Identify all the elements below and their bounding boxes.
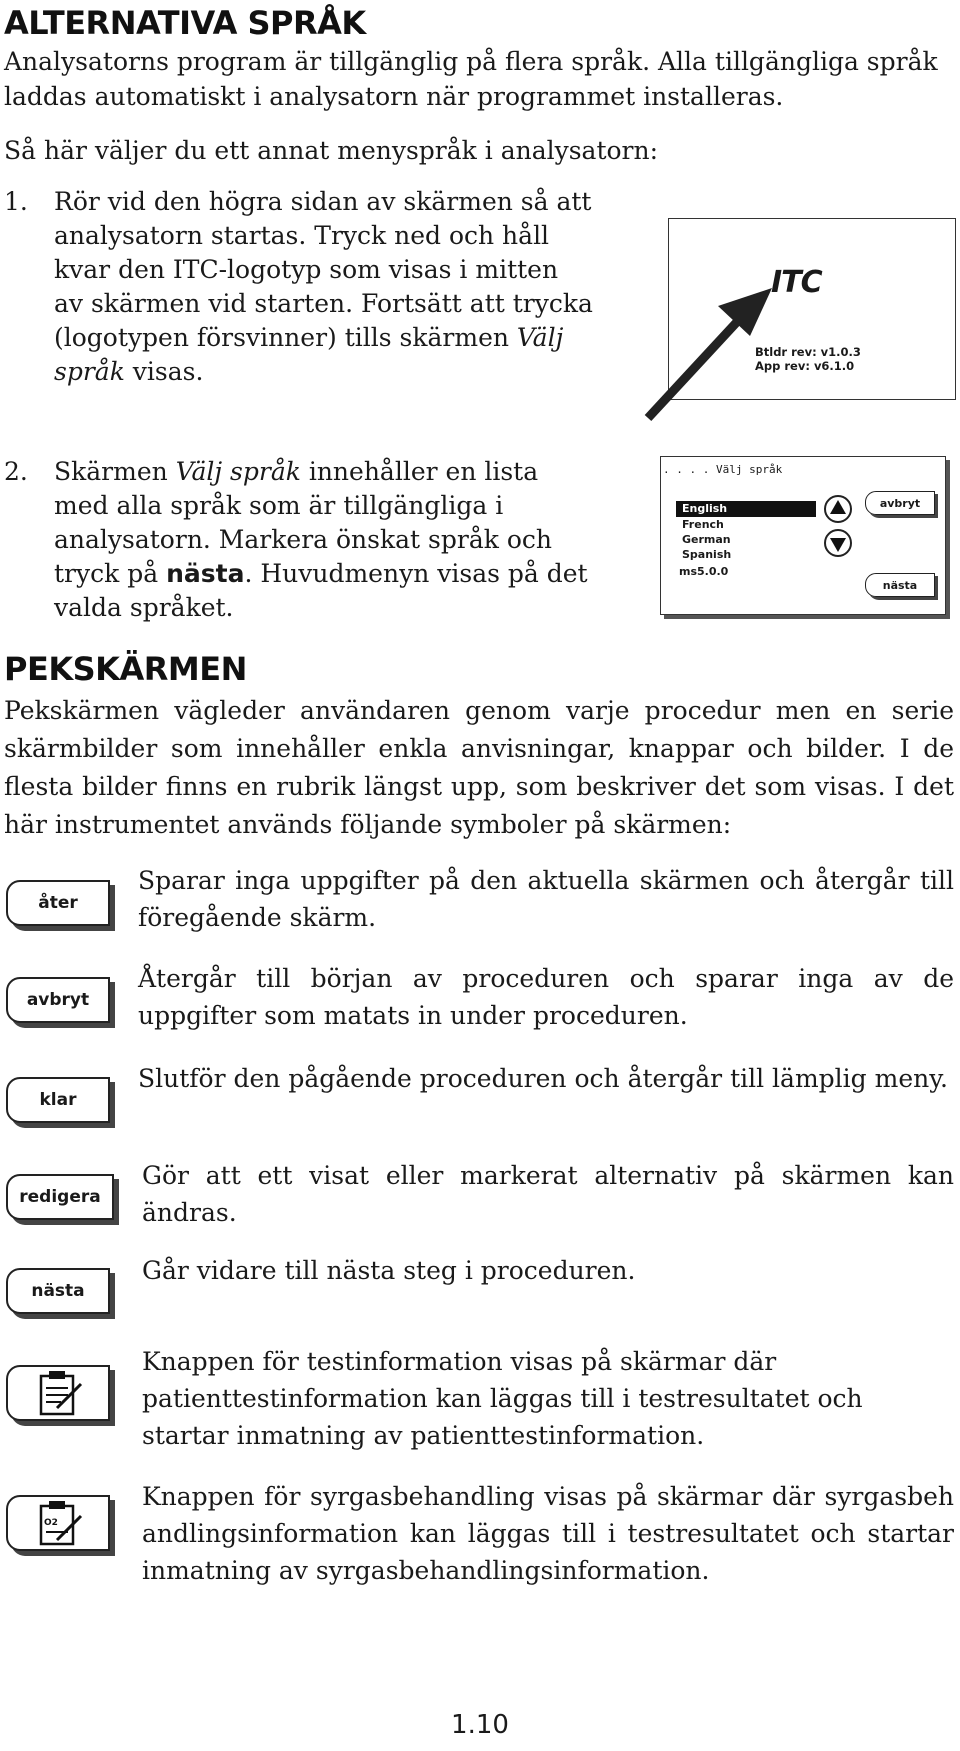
clipboard-o2-icon (31, 1498, 85, 1548)
language-list[interactable] (676, 501, 816, 561)
back-symbol-desc: Sparar inga uppgifter på den aktuella skärmen och återgår till föregående skärm. (138, 866, 954, 932)
scroll-up-icon[interactable] (825, 496, 851, 522)
cancel-symbol-desc: Återgår till början av proceduren och sparar inga av de uppgifter som matats in under proceduren. (138, 964, 954, 1030)
o2-label: O2 (44, 1518, 58, 1528)
language-screen-version: ms5.0.0 (679, 565, 729, 578)
language-item-german[interactable]: German (682, 533, 731, 546)
step-2-text-c: . Huvudmenyn visas på det valda språket. (54, 559, 588, 622)
language-item-english[interactable]: English (676, 501, 816, 517)
step-2 (4, 455, 604, 622)
step-2-bold-next: nästa (166, 559, 245, 588)
edit-symbol-button[interactable]: redigera (6, 1174, 114, 1220)
language-item-french[interactable]: French (682, 518, 724, 531)
language-screen (660, 456, 946, 615)
touchscreen-intro: Pekskärmen vägleder användaren genom varje procedur men en serie skärmbilder som innehåller enkla anvisningar, knappar och bilder. I de flesta bilder finns en rubrik längst upp, som beskriver det som visas. I det här instrumentet används följande symboler på skärmen: (4, 696, 954, 839)
languages-howto: Så här väljer du ett annat menyspråk i analysatorn: (4, 136, 659, 165)
step-1-italic: Välj språk (54, 323, 564, 386)
itc-logo[interactable]: ITC (771, 265, 822, 300)
clipboard-check-icon (31, 1368, 85, 1418)
scroll-buttons (821, 495, 855, 559)
next-button[interactable]: nästa (865, 573, 935, 597)
section-heading-touchscreen: PEKSKÄRMEN (4, 650, 247, 688)
languages-intro: Analysatorns program är tillgänglig på flera språk. Alla tillgängliga språk laddas automatiskt i analysatorn när programmet installeras. (4, 47, 938, 111)
edit-symbol-desc: Gör att ett visat eller markerat alternativ på skärmen kan ändras. (142, 1161, 954, 1227)
test-info-desc: Knappen för testinformation visas på skärmar där patienttestinformation kan läggas till i testresultatet och startar inmatning av patienttestinformation. (142, 1347, 863, 1450)
step-1-text-end: visas. (124, 357, 204, 386)
oxygen-therapy-button[interactable] (6, 1495, 110, 1551)
step-1-number: 1. (4, 187, 28, 216)
section-heading-languages: ALTERNATIVA SPRÅK (4, 4, 366, 42)
step-2-number: 2. (4, 457, 28, 486)
step-1-text: Rör vid den högra sidan av skärmen så att analysatorn startas. Tryck ned och håll kvar den ITC-logotyp som visas i mitten av skärmen vid starten. Fortsätt att trycka (logotypen försvinner) tills skärmen (54, 187, 593, 352)
bootloader-version: Btldr rev: v1.0.3 (755, 345, 861, 359)
step-1 (4, 185, 604, 405)
language-item-spanish[interactable]: Spanish (682, 548, 732, 561)
cancel-symbol-button[interactable]: avbryt (6, 977, 110, 1023)
app-version: App rev: v6.1.0 (755, 359, 855, 373)
arrow-icon (640, 288, 790, 428)
oxygen-therapy-desc: Knappen för syrgasbehandling visas på skärmar där syrgasbeh andlingsinformation kan läggas till i testresultatet och startar inmatning av syrgasbehandlingsinformation. (142, 1482, 954, 1585)
step-2-text-a: Skärmen (54, 457, 176, 486)
cancel-button[interactable]: avbryt (865, 491, 935, 515)
page-number: 1.10 (451, 1710, 509, 1740)
back-symbol-button[interactable]: åter (6, 880, 110, 926)
language-screen-title: . . . . Välj språk (663, 463, 783, 476)
done-symbol-button[interactable]: klar (6, 1077, 110, 1123)
scroll-down-icon[interactable] (825, 530, 851, 556)
step-2-text-b: innehåller en lista med alla språk som är tillgängliga i analysatorn. Markera önskat språk och tryck på (54, 457, 552, 588)
test-info-button[interactable] (6, 1365, 110, 1421)
done-symbol-desc: Slutför den pågående proceduren och återgår till lämplig meny. (138, 1064, 948, 1093)
next-symbol-desc: Går vidare till nästa steg i proceduren. (142, 1256, 636, 1285)
step-2-italic: Välj språk (175, 457, 301, 486)
next-symbol-button[interactable]: nästa (6, 1268, 110, 1314)
